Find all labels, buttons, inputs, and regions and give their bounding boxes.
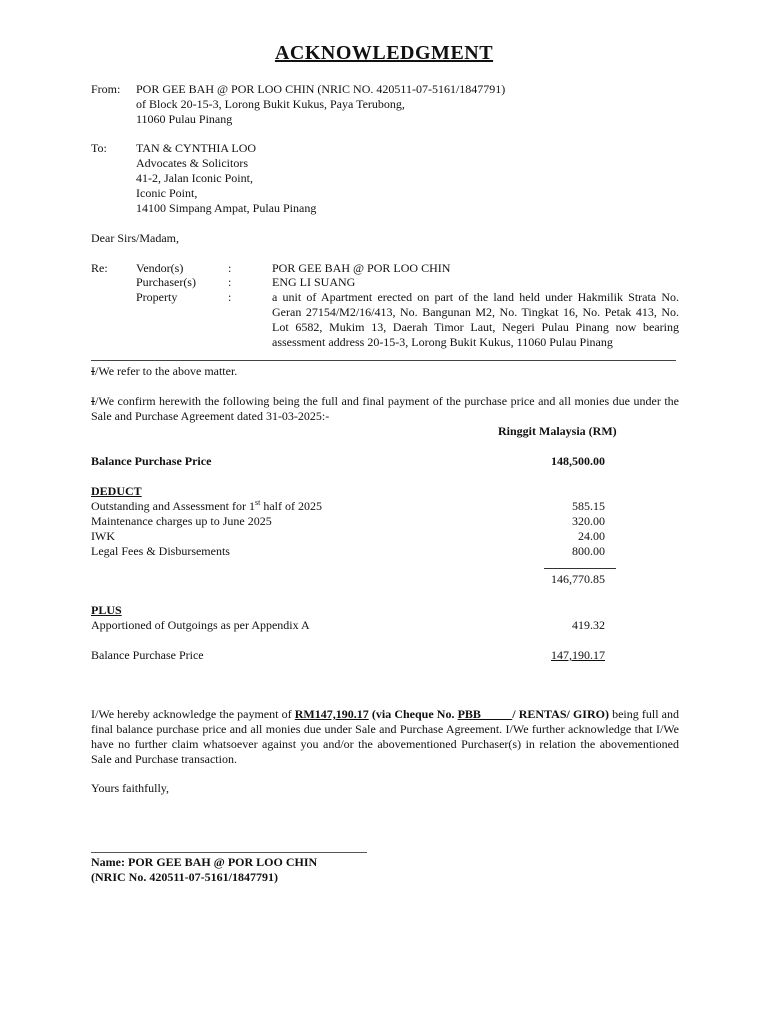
document-title: ACKNOWLEDGMENT [274, 42, 494, 64]
ack-rentas: / RENTAS/ GIRO) [512, 707, 609, 721]
plus-item-1-amount: 419.32 [572, 618, 605, 632]
deduct-item-2-amount: 320.00 [572, 514, 605, 528]
refer-paragraph [91, 364, 237, 379]
balance-amount: 148,500.00 [551, 454, 605, 468]
from-label: From: [91, 82, 121, 96]
from-line-1: POR GEE BAH @ POR LOO CHIN (NRIC NO. 420511-07-5161/1847791) [136, 82, 506, 96]
re-label: Re: [91, 261, 108, 275]
signatory-nric: (NRIC No. 420511-07-5161/1847791) [91, 870, 278, 884]
ack-cheque: PBB [457, 707, 513, 721]
acknowledgement-paragraph [91, 707, 679, 767]
property-label: Property [136, 290, 178, 304]
final-balance-label: Balance Purchase Price [91, 648, 204, 662]
divider-rule [91, 360, 676, 361]
ack-rest: being full and final balance purchase price and all monies due under Sale and Purchase Agreement. I/We further acknowledge that I/We have no further claim whatsoever against you and/or the abovementioned Purchaser(s) in relation the abovementioned Sale and Purchase transaction. [91, 707, 679, 766]
confirm-strike: I [91, 394, 95, 408]
to-label: To: [91, 141, 107, 155]
to-line-1: TAN & CYNTHIA LOO [136, 141, 257, 155]
purchaser-value: ENG LI SUANG [272, 275, 356, 289]
to-line-5: 14100 Simpang Ampat, Pulau Pinang [136, 201, 317, 215]
purchaser-colon: : [228, 275, 232, 289]
from-line-3: 11060 Pulau Pinang [136, 112, 233, 126]
vendor-label: Vendor(s) [136, 261, 184, 275]
property-colon: : [228, 290, 232, 304]
currency-header: Ringgit Malaysia (RM) [498, 424, 617, 438]
purchaser-label: Purchaser(s) [136, 275, 196, 289]
final-balance-amount: 147,190.17 [551, 648, 605, 662]
deduct-item-1-post: half of 2025 [260, 499, 322, 513]
to-line-4: Iconic Point, [136, 186, 198, 200]
property-description: a unit of Apartment erected on part of the land held under Hakmilik Strata No. Geran 27154/M2/16/413, No. Bangunan M2, No. Tingkat 16, No. Petak 413, No. Lot 6582, Mukim 13, Daerah Timor Laut, Negeri Pulau Pinang now bearing assessment address 20-15-3, Lorong Bukit Kukus, 11060 Pulau Pinang [272, 290, 679, 349]
deduct-item-1-sup: st [255, 498, 261, 507]
deduct-item-1-amount: 585.15 [572, 499, 605, 513]
signatory-name: Name: POR GEE BAH @ POR LOO CHIN [91, 855, 318, 869]
deduct-item-1 [91, 499, 322, 514]
to-line-3: 41-2, Jalan Iconic Point, [136, 171, 253, 185]
vendor-value: POR GEE BAH @ POR LOO CHIN [272, 261, 451, 275]
deduct-heading: DEDUCT [91, 484, 142, 498]
balance-label: Balance Purchase Price [91, 454, 212, 468]
signature-line [91, 852, 367, 853]
vendor-colon: : [228, 261, 232, 275]
deduct-item-2: Maintenance charges up to June 2025 [91, 514, 272, 528]
deduct-item-3: IWK [91, 529, 115, 543]
salutation: Dear Sirs/Madam, [91, 231, 179, 245]
ack-pre: I/We hereby acknowledge the payment of [91, 707, 295, 721]
closing: Yours faithfully, [91, 781, 170, 795]
deduct-item-3-amount: 24.00 [578, 529, 605, 543]
deduct-item-4-amount: 800.00 [572, 544, 605, 558]
plus-heading: PLUS [91, 603, 122, 617]
to-line-2: Advocates & Solicitors [136, 156, 248, 170]
ack-amount: RM147,190.17 [294, 707, 369, 721]
plus-item-1: Apportioned of Outgoings as per Appendix A [91, 618, 310, 632]
refer-strike: I [91, 364, 95, 378]
from-line-2: of Block 20-15-3, Lorong Bukit Kukus, Paya Terubong, [136, 97, 405, 111]
deduct-subtotal: 146,770.85 [551, 572, 605, 586]
deduct-item-4: Legal Fees & Disbursements [91, 544, 230, 558]
refer-text: /We refer to the above matter. [95, 364, 238, 378]
deduct-item-1-pre: Outstanding and Assessment for 1 [91, 499, 255, 513]
ack-via: (via Cheque No. [368, 707, 458, 721]
confirm-text: /We confirm herewith the following being the full and final payment of the purchase price and all monies due under the Sale and Purchase Agreement dated 31-03-2025:- [91, 394, 679, 423]
subtotal-rule [544, 568, 616, 569]
confirm-paragraph [91, 394, 679, 424]
